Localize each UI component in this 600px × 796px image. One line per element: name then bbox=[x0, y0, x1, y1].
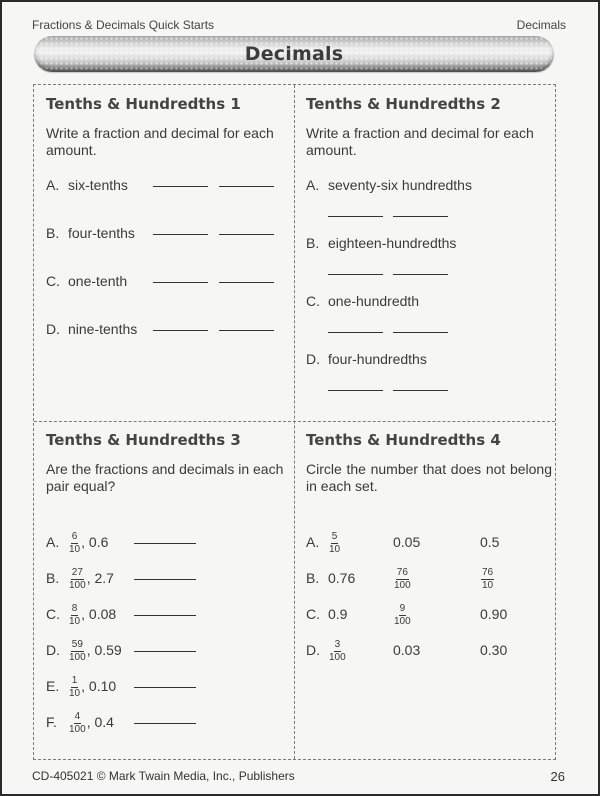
list-item bbox=[306, 292, 552, 310]
item-letter: A. bbox=[46, 534, 60, 550]
item-letter: C. bbox=[46, 606, 60, 622]
panel-title: Tenths & Hundredths 2 bbox=[306, 95, 501, 113]
item-letter: B. bbox=[46, 225, 60, 241]
item-letter: C. bbox=[306, 606, 320, 622]
numerator: 76 bbox=[482, 566, 494, 578]
numerator: 76 bbox=[396, 566, 408, 578]
answer-blank[interactable] bbox=[134, 543, 196, 544]
denominator: 100 bbox=[69, 723, 86, 735]
list-item bbox=[306, 566, 552, 590]
panel-instruction: Write a fraction and decimal for each amount. bbox=[46, 125, 274, 158]
fraction bbox=[69, 712, 86, 735]
answer-blank-decimal[interactable] bbox=[219, 185, 274, 187]
list-item bbox=[46, 710, 292, 734]
fraction bbox=[69, 640, 86, 663]
denominator: 100 bbox=[69, 579, 86, 591]
answer-blank[interactable] bbox=[134, 651, 196, 652]
choice-2[interactable] bbox=[393, 566, 412, 591]
item-decimal: , 0.10 bbox=[81, 678, 117, 694]
item-letter: A. bbox=[46, 177, 60, 193]
answer-blank-decimal[interactable] bbox=[393, 273, 448, 275]
numerator: 59 bbox=[71, 638, 83, 650]
numerator: 27 bbox=[71, 566, 83, 578]
denominator: 10 bbox=[482, 579, 494, 591]
fraction bbox=[69, 568, 86, 591]
fraction bbox=[481, 568, 494, 591]
answer-blanks bbox=[328, 215, 458, 217]
running-head-section: Decimals bbox=[516, 18, 566, 32]
denominator: 10 bbox=[69, 615, 81, 627]
list-item bbox=[306, 530, 552, 554]
answer-blank-decimal[interactable] bbox=[219, 329, 274, 331]
denominator: 100 bbox=[394, 615, 411, 627]
item-decimal: , 2.7 bbox=[86, 570, 114, 586]
running-head-title: Fractions & Decimals Quick Starts bbox=[32, 18, 215, 32]
numerator: 6 bbox=[71, 530, 78, 542]
answer-blank[interactable] bbox=[134, 615, 196, 616]
item-letter: B. bbox=[306, 570, 320, 586]
answer-blank-decimal[interactable] bbox=[393, 331, 448, 333]
item-text: eighteen-hundredths bbox=[328, 235, 457, 251]
item-letter: D. bbox=[46, 642, 60, 658]
list-item bbox=[46, 638, 292, 662]
choice-3[interactable]: 0.90 bbox=[480, 606, 508, 622]
choice-3[interactable]: 0.30 bbox=[480, 642, 508, 658]
list-item bbox=[46, 602, 292, 626]
answer-blank[interactable] bbox=[134, 579, 196, 580]
item-letter: C. bbox=[306, 293, 320, 309]
panel-instruction: Are the fractions and decimals in each pair equal? bbox=[46, 461, 284, 494]
panel-title: Tenths & Hundredths 3 bbox=[46, 431, 241, 449]
panel-title: Tenths & Hundredths 1 bbox=[46, 95, 241, 113]
list-item bbox=[46, 320, 292, 338]
denominator: 10 bbox=[329, 543, 341, 555]
item-letter: A. bbox=[306, 534, 320, 550]
choice-1[interactable] bbox=[328, 638, 347, 663]
numerator: 5 bbox=[331, 530, 338, 542]
footer-copyright: CD-405021 © Mark Twain Media, Inc., Publishers bbox=[32, 769, 295, 783]
item-letter: B. bbox=[306, 235, 320, 251]
list-item bbox=[306, 602, 552, 626]
list-item bbox=[306, 638, 552, 662]
item-text: one-tenth bbox=[68, 273, 128, 289]
answer-blank-decimal[interactable] bbox=[393, 215, 448, 217]
answer-blank-decimal[interactable] bbox=[219, 281, 274, 283]
panel-title: Tenths & Hundredths 4 bbox=[306, 431, 501, 449]
list-item bbox=[306, 234, 552, 252]
answer-blank-fraction[interactable] bbox=[153, 185, 208, 187]
answer-blank-fraction[interactable] bbox=[328, 215, 383, 217]
item-text: nine-tenths bbox=[68, 321, 138, 337]
answer-blanks bbox=[328, 273, 458, 275]
panel-tenths-hundredths-3 bbox=[46, 430, 292, 735]
horizontal-divider bbox=[34, 421, 555, 422]
fraction bbox=[394, 568, 411, 591]
item-text: four-tenths bbox=[68, 225, 135, 241]
fraction bbox=[394, 604, 411, 627]
numerator: 3 bbox=[334, 638, 341, 650]
answer-blank-decimal[interactable] bbox=[219, 233, 274, 235]
answer-blank-decimal[interactable] bbox=[393, 389, 448, 391]
choice-1[interactable]: 0.76 bbox=[328, 570, 356, 586]
choice-3[interactable]: 0.5 bbox=[480, 534, 500, 550]
panel-instruction: Circle the number that does not belong in each set. bbox=[306, 461, 552, 494]
answer-blank[interactable] bbox=[134, 687, 196, 688]
page-number: 26 bbox=[550, 769, 565, 784]
panel-instruction: Write a fraction and decimal for each amount. bbox=[306, 125, 534, 158]
answer-blank-fraction[interactable] bbox=[328, 389, 383, 391]
numerator: 8 bbox=[71, 602, 78, 614]
fraction bbox=[329, 640, 346, 663]
fraction bbox=[329, 532, 340, 555]
list-item bbox=[306, 176, 552, 194]
panel-tenths-hundredths-1 bbox=[46, 94, 292, 337]
list-item bbox=[46, 224, 292, 242]
answer-blank[interactable] bbox=[134, 723, 196, 724]
fraction bbox=[69, 676, 80, 699]
item-decimal: , 0.6 bbox=[81, 534, 109, 550]
answer-blank-fraction[interactable] bbox=[153, 233, 208, 235]
answer-blank-fraction[interactable] bbox=[153, 281, 208, 283]
item-letter: F. bbox=[46, 714, 57, 730]
choice-3[interactable] bbox=[480, 566, 495, 591]
item-letter: D. bbox=[306, 642, 320, 658]
list-item bbox=[46, 176, 292, 194]
list-item bbox=[46, 530, 292, 554]
answer-blanks bbox=[328, 389, 458, 391]
vertical-divider bbox=[294, 85, 295, 759]
numerator: 4 bbox=[74, 710, 81, 722]
fraction bbox=[69, 604, 80, 627]
choice-1[interactable]: 0.9 bbox=[328, 606, 348, 622]
denominator: 100 bbox=[329, 651, 346, 663]
numerator: 1 bbox=[71, 674, 78, 686]
item-text: six-tenths bbox=[68, 177, 128, 193]
item-decimal: , 0.4 bbox=[86, 714, 114, 730]
numerator: 9 bbox=[399, 602, 406, 614]
panel-tenths-hundredths-4 bbox=[306, 430, 552, 663]
fraction bbox=[69, 532, 80, 555]
choice-1[interactable] bbox=[328, 530, 341, 555]
answer-blank-fraction[interactable] bbox=[328, 273, 383, 275]
denominator: 100 bbox=[69, 651, 86, 663]
item-decimal: , 0.08 bbox=[81, 606, 117, 622]
answer-blanks bbox=[328, 331, 458, 333]
item-text: one-hundredth bbox=[328, 293, 420, 309]
section-banner bbox=[34, 36, 554, 72]
denominator: 10 bbox=[69, 687, 81, 699]
answer-blank-fraction[interactable] bbox=[328, 331, 383, 333]
banner-title: Decimals bbox=[244, 43, 344, 65]
list-item bbox=[46, 272, 292, 290]
choice-2[interactable]: 0.05 bbox=[393, 534, 421, 550]
answer-blank-fraction[interactable] bbox=[153, 329, 208, 331]
item-text: seventy-six hundredths bbox=[328, 177, 472, 193]
choice-2[interactable]: 0.03 bbox=[393, 642, 421, 658]
item-decimal: , 0.59 bbox=[86, 642, 122, 658]
item-text: four-hundredths bbox=[328, 351, 427, 367]
list-item bbox=[306, 350, 552, 368]
panel-tenths-hundredths-2 bbox=[306, 94, 552, 367]
item-letter: C. bbox=[46, 273, 60, 289]
item-letter: B. bbox=[46, 570, 60, 586]
item-letter: D. bbox=[306, 351, 320, 367]
item-letter: D. bbox=[46, 321, 60, 337]
worksheet-grid bbox=[33, 84, 556, 760]
choice-2[interactable] bbox=[393, 602, 412, 627]
list-item bbox=[46, 566, 292, 590]
item-letter: E. bbox=[46, 678, 60, 694]
denominator: 10 bbox=[69, 543, 81, 555]
list-item bbox=[46, 674, 292, 698]
denominator: 100 bbox=[394, 579, 411, 591]
item-letter: A. bbox=[306, 177, 320, 193]
